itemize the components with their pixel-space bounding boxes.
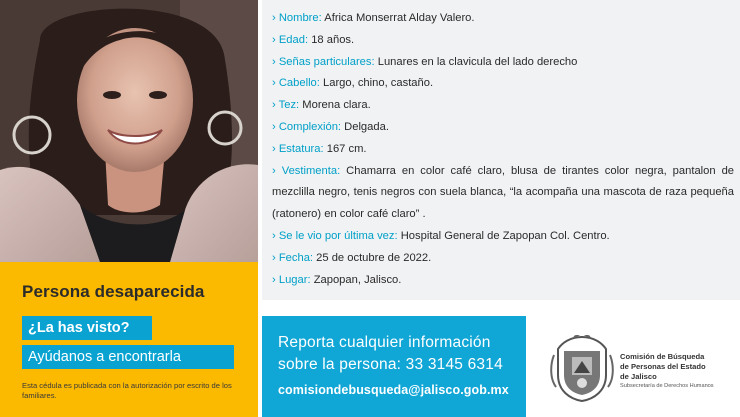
portrait-illustration	[0, 0, 258, 262]
detail-value: Hospital General de Zapopan Col. Centro.	[400, 229, 610, 242]
missing-person-photo	[0, 0, 258, 262]
detail-value: Chamarra en color café claro, blusa de tirantes color negra, pantalon de mezclilla negro, tenis negros con suela blanca, “la acompaña una mascota de raza pequeña (ratonero) en color café claro” .	[272, 164, 735, 221]
report-line-1: Reporta cualquier información	[278, 334, 491, 351]
detail-value: Africa Monserrat Alday Valero.	[324, 12, 475, 24]
detail-row-build	[272, 117, 734, 139]
authorization-note: Esta cédula es publicada con la autorización por escrito de los familiares.	[22, 381, 232, 400]
commission-line-3: de Jalisco	[620, 372, 657, 381]
missing-person-banner	[0, 262, 258, 417]
detail-label: Cabello:	[278, 77, 320, 90]
question-label: ¿La has visto?	[22, 316, 152, 340]
arrow-bullet-icon: ›	[272, 12, 276, 24]
detail-row-hair	[272, 73, 734, 95]
commission-line-2: de Personas del Estado	[620, 362, 706, 371]
detail-label: Lugar:	[278, 273, 311, 286]
detail-label: Nombre:	[278, 12, 322, 24]
detail-value: 25 de octubre de 2022.	[316, 251, 432, 264]
person-details-panel	[262, 0, 740, 300]
commission-logo-block	[530, 316, 740, 417]
detail-row-marks	[272, 52, 734, 74]
detail-value: Delgada.	[344, 120, 389, 133]
detail-row-place	[272, 270, 734, 292]
detail-row-last-seen	[272, 226, 734, 248]
detail-label: Edad:	[278, 33, 309, 46]
arrow-bullet-icon: ›	[272, 229, 276, 242]
arrow-bullet-icon: ›	[272, 99, 276, 112]
detail-value: Largo, chino, castaño.	[323, 77, 434, 90]
detail-value: 167 cm.	[326, 142, 367, 155]
commission-line-1: Comisión de Búsqueda	[620, 352, 705, 361]
commission-subtitle: Subsecretaría de Derechos Humanos	[620, 383, 714, 389]
arrow-bullet-icon: ›	[272, 142, 276, 155]
detail-row-date	[272, 248, 734, 270]
arrow-bullet-icon: ›	[272, 77, 276, 90]
detail-row-age	[272, 30, 734, 52]
detail-value: Zapopan, Jalisco.	[313, 273, 402, 286]
detail-label: Estatura:	[278, 142, 324, 155]
arrow-bullet-icon: ›	[272, 164, 276, 177]
commission-name	[620, 352, 738, 390]
detail-label: Señas particulares:	[278, 55, 375, 68]
detail-row-clothing	[272, 161, 734, 226]
report-panel	[262, 316, 526, 417]
jalisco-seal-icon	[550, 335, 614, 403]
arrow-bullet-icon: ›	[272, 33, 276, 46]
detail-row-height	[272, 139, 734, 161]
detail-label: Tez:	[278, 99, 300, 112]
detail-label: Vestimenta:	[281, 164, 341, 177]
detail-label: Fecha:	[278, 251, 314, 264]
arrow-bullet-icon: ›	[272, 251, 276, 264]
detail-label: Se le vio por última vez:	[278, 229, 398, 242]
banner-title: Persona desaparecida	[22, 282, 205, 301]
detail-label: Complexión:	[278, 120, 342, 133]
report-phone-line: sobre la persona: 33 3145 6314	[278, 356, 503, 373]
arrow-bullet-icon: ›	[272, 273, 276, 286]
report-email-link[interactable]: comisiondebusqueda@jalisco.gob.mx	[278, 383, 509, 397]
detail-value: Morena clara.	[302, 99, 371, 112]
help-label: Ayúdanos a encontrarla	[22, 345, 234, 369]
detail-row-complexion-tone	[272, 95, 734, 117]
arrow-bullet-icon: ›	[272, 55, 276, 68]
detail-value: 18 años.	[311, 33, 355, 46]
arrow-bullet-icon: ›	[272, 120, 276, 133]
detail-row-name	[272, 8, 734, 30]
detail-value: Lunares en la clavicula del lado derecho	[377, 55, 578, 68]
